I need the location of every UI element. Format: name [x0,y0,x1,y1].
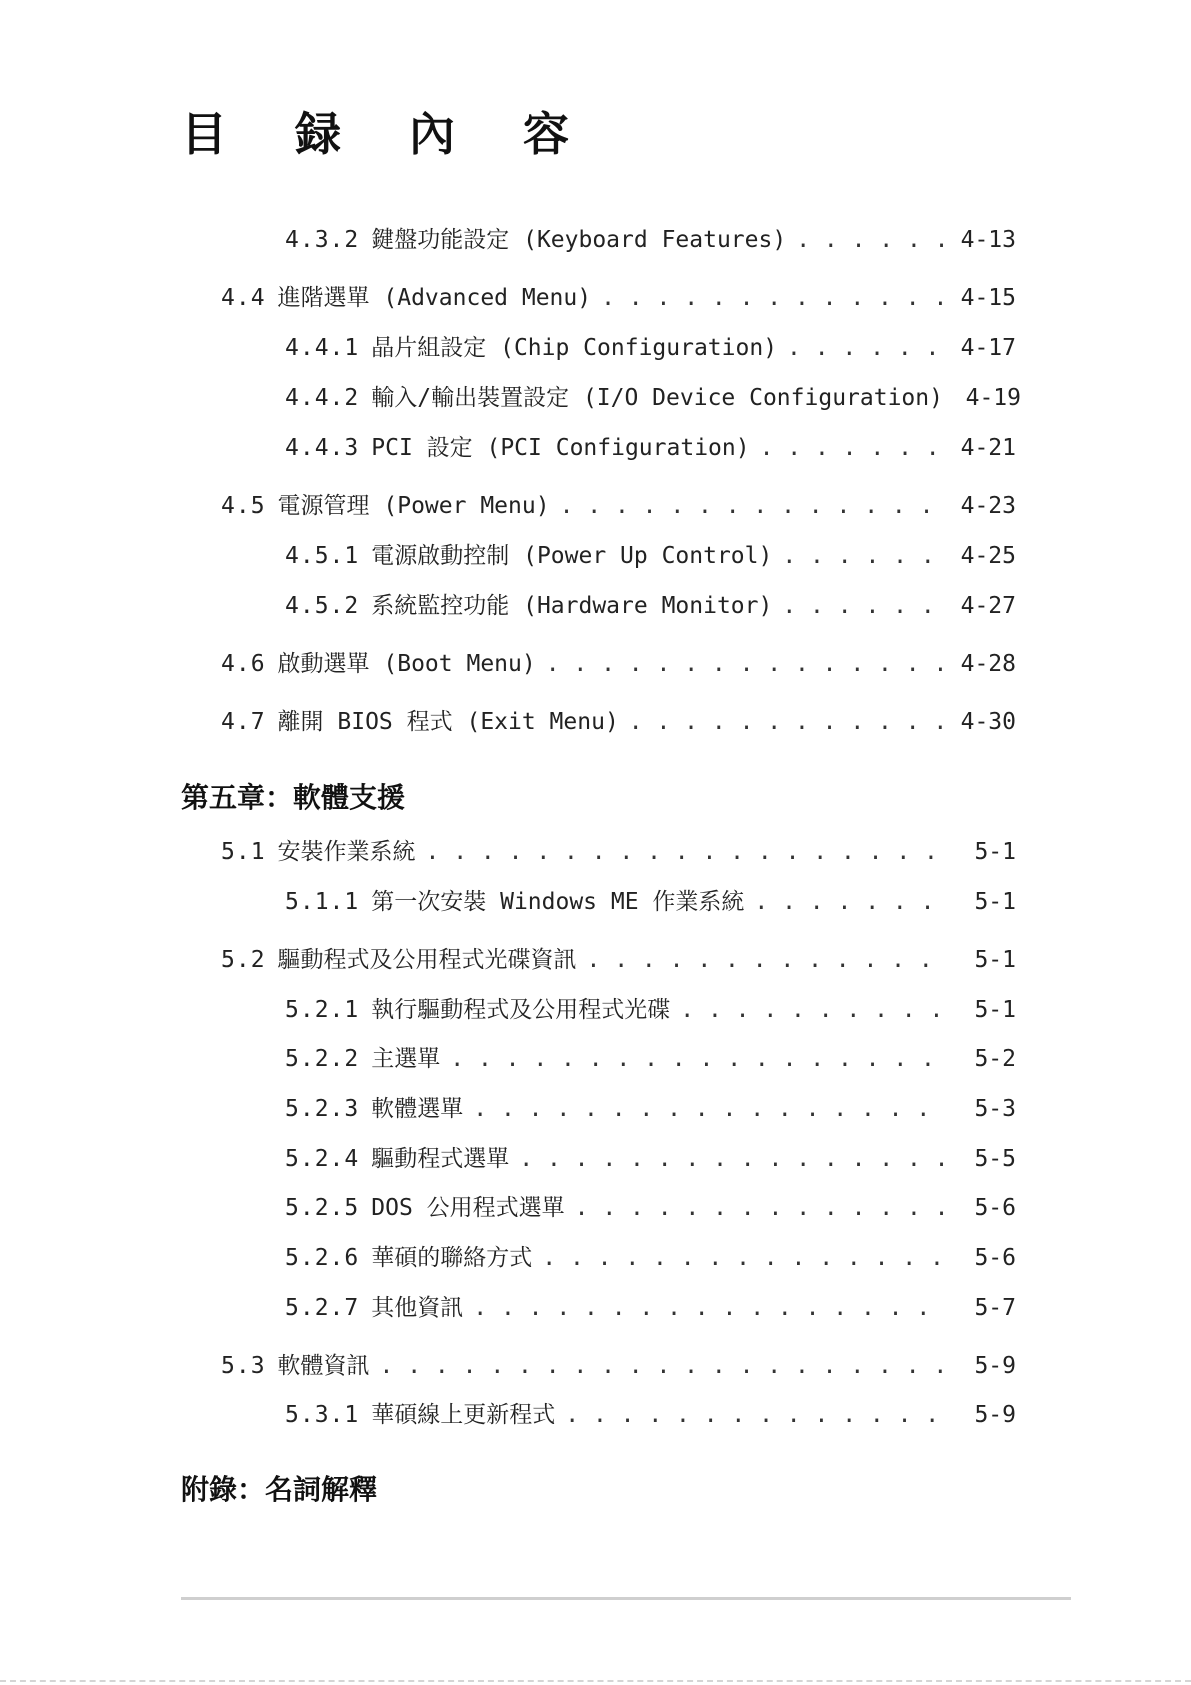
entry-page: 5-2 [974,1046,1016,1072]
entry-number: 5.3 [221,1353,266,1379]
entry-title: 驅動程式及公用程式光碟資訊 [277,947,577,973]
toc-entry[interactable] [285,1290,1016,1326]
dot-leader [760,430,948,466]
dot-leader [782,538,948,574]
toc-entry[interactable] [221,280,1016,316]
footer-divider [181,1597,1071,1600]
dot-leader [565,1397,948,1433]
entry-number: 4.5.2 [285,593,360,619]
entry-page: 4-27 [960,593,1016,619]
entry-number: 5.3.1 [285,1402,360,1428]
entry-number: 4.3.2 [285,227,360,253]
entry-page: 5-1 [974,839,1016,865]
dot-leader [796,222,948,258]
entry-number: 5.2.5 [285,1195,360,1221]
dot-leader [587,942,948,978]
dot-leader [601,280,948,316]
entry-number: 4.4.3 [285,435,360,461]
dot-leader [629,704,948,740]
dot-leader [473,1091,948,1127]
entry-page: 5-5 [974,1146,1016,1172]
entry-number: 5.1 [221,839,266,865]
toc-entry[interactable] [285,330,1016,366]
entry-page: 4-17 [960,335,1016,361]
entry-title: 其他資訊 [371,1295,464,1321]
entry-page: 5-6 [974,1245,1016,1271]
toc-entry[interactable] [285,884,1016,920]
toc-entry[interactable] [221,942,1016,978]
entry-title: 安裝作業系統 [277,839,416,865]
entry-title: 第一次安裝 Windows ME 作業系統 [371,889,745,915]
entry-number: 4.6 [221,651,266,677]
toc-entry[interactable] [285,1091,1016,1127]
dot-leader [546,646,948,682]
entry-number: 5.2.7 [285,1295,360,1321]
entry-number: 4.7 [221,709,266,735]
entry-number: 5.2.3 [285,1096,360,1122]
dot-leader [473,1290,948,1326]
entry-number: 4.4.1 [285,335,360,361]
appendix-heading: 附錄：名詞解釋 [181,1473,378,1506]
toc-entry[interactable] [221,834,1016,870]
entry-title: 離開 BIOS 程式 (Exit Menu) [277,709,619,735]
dot-leader [787,330,948,366]
toc-entry[interactable] [221,1348,1016,1384]
toc-entry[interactable] [285,380,1021,416]
entry-title: 驅動程式選單 [371,1146,510,1172]
toc-entry[interactable] [285,1041,1016,1077]
toc-entry[interactable] [285,1397,1016,1433]
entry-title: 軟體選單 [371,1096,464,1122]
entry-page: 5-1 [974,997,1016,1023]
dot-leader [575,1190,948,1226]
toc-entry[interactable] [285,992,1016,1028]
entry-page: 5-9 [974,1353,1016,1379]
entry-number: 4.5.1 [285,543,360,569]
entry-page: 5-1 [974,947,1016,973]
dot-leader [680,992,948,1028]
entry-page: 4-19 [965,385,1021,411]
toc-entry[interactable] [285,1240,1016,1276]
entry-title: 執行驅動程式及公用程式光碟 [371,997,671,1023]
dot-leader [380,1348,948,1384]
entry-page: 4-13 [960,227,1016,253]
entry-title: DOS 公用程式選單 [371,1195,565,1221]
entry-page: 4-28 [960,651,1016,677]
entry-page: 4-30 [960,709,1016,735]
toc-entry[interactable] [285,1141,1016,1177]
dot-leader [560,488,948,524]
entry-page: 5-1 [974,889,1016,915]
dot-leader [519,1141,948,1177]
entry-title: 華碩的聯絡方式 [371,1245,533,1271]
entry-title: 進階選單 (Advanced Menu) [277,285,592,311]
entry-page: 5-3 [974,1096,1016,1122]
entry-title: 輸入/輸出裝置設定 (I/O Device Configuration) [371,385,943,411]
dot-leader [782,588,948,624]
dot-leader [450,1041,948,1077]
entry-number: 5.2.4 [285,1146,360,1172]
toc-entry[interactable] [221,704,1016,740]
dot-leader [542,1240,948,1276]
toc-entry[interactable] [221,646,1016,682]
entry-page: 5-7 [974,1295,1016,1321]
chapter-heading: 第五章：軟體支援 [181,781,406,814]
page-bottom-edge [0,1680,1191,1682]
entry-title: 電源管理 (Power Menu) [277,493,550,519]
entry-title: 軟體資訊 [277,1353,370,1379]
toc-entry[interactable] [285,1190,1016,1226]
entry-page: 4-25 [960,543,1016,569]
entry-page: 5-9 [974,1402,1016,1428]
entry-number: 5.2.2 [285,1046,360,1072]
dot-leader [426,834,948,870]
entry-page: 5-6 [974,1195,1016,1221]
entry-title: 電源啟動控制 (Power Up Control) [371,543,773,569]
entry-number: 4.4 [221,285,266,311]
entry-title: 主選單 [371,1046,441,1072]
entry-title: 系統監控功能 (Hardware Monitor) [371,593,773,619]
entry-number: 4.5 [221,493,266,519]
page-title: 目 録 內 容 [181,107,596,161]
entry-number: 5.2.6 [285,1245,360,1271]
entry-title: 晶片組設定 (Chip Configuration) [371,335,778,361]
toc-entry[interactable] [285,538,1016,574]
entry-number: 5.2 [221,947,266,973]
entry-number: 5.1.1 [285,889,360,915]
toc-entry[interactable] [285,430,1016,466]
entry-number: 5.2.1 [285,997,360,1023]
dot-leader [754,884,948,920]
entry-number: 4.4.2 [285,385,360,411]
entry-title: PCI 設定 (PCI Configuration) [371,435,750,461]
entry-page: 4-15 [960,285,1016,311]
entry-title: 啟動選單 (Boot Menu) [277,651,536,677]
toc-entry[interactable] [285,222,1016,258]
toc-entry[interactable] [285,588,1016,624]
entry-title: 華碩線上更新程式 [371,1402,556,1428]
entry-title: 鍵盤功能設定 (Keyboard Features) [371,227,787,253]
toc-entry[interactable] [221,488,1016,524]
entry-page: 4-21 [960,435,1016,461]
entry-page: 4-23 [960,493,1016,519]
